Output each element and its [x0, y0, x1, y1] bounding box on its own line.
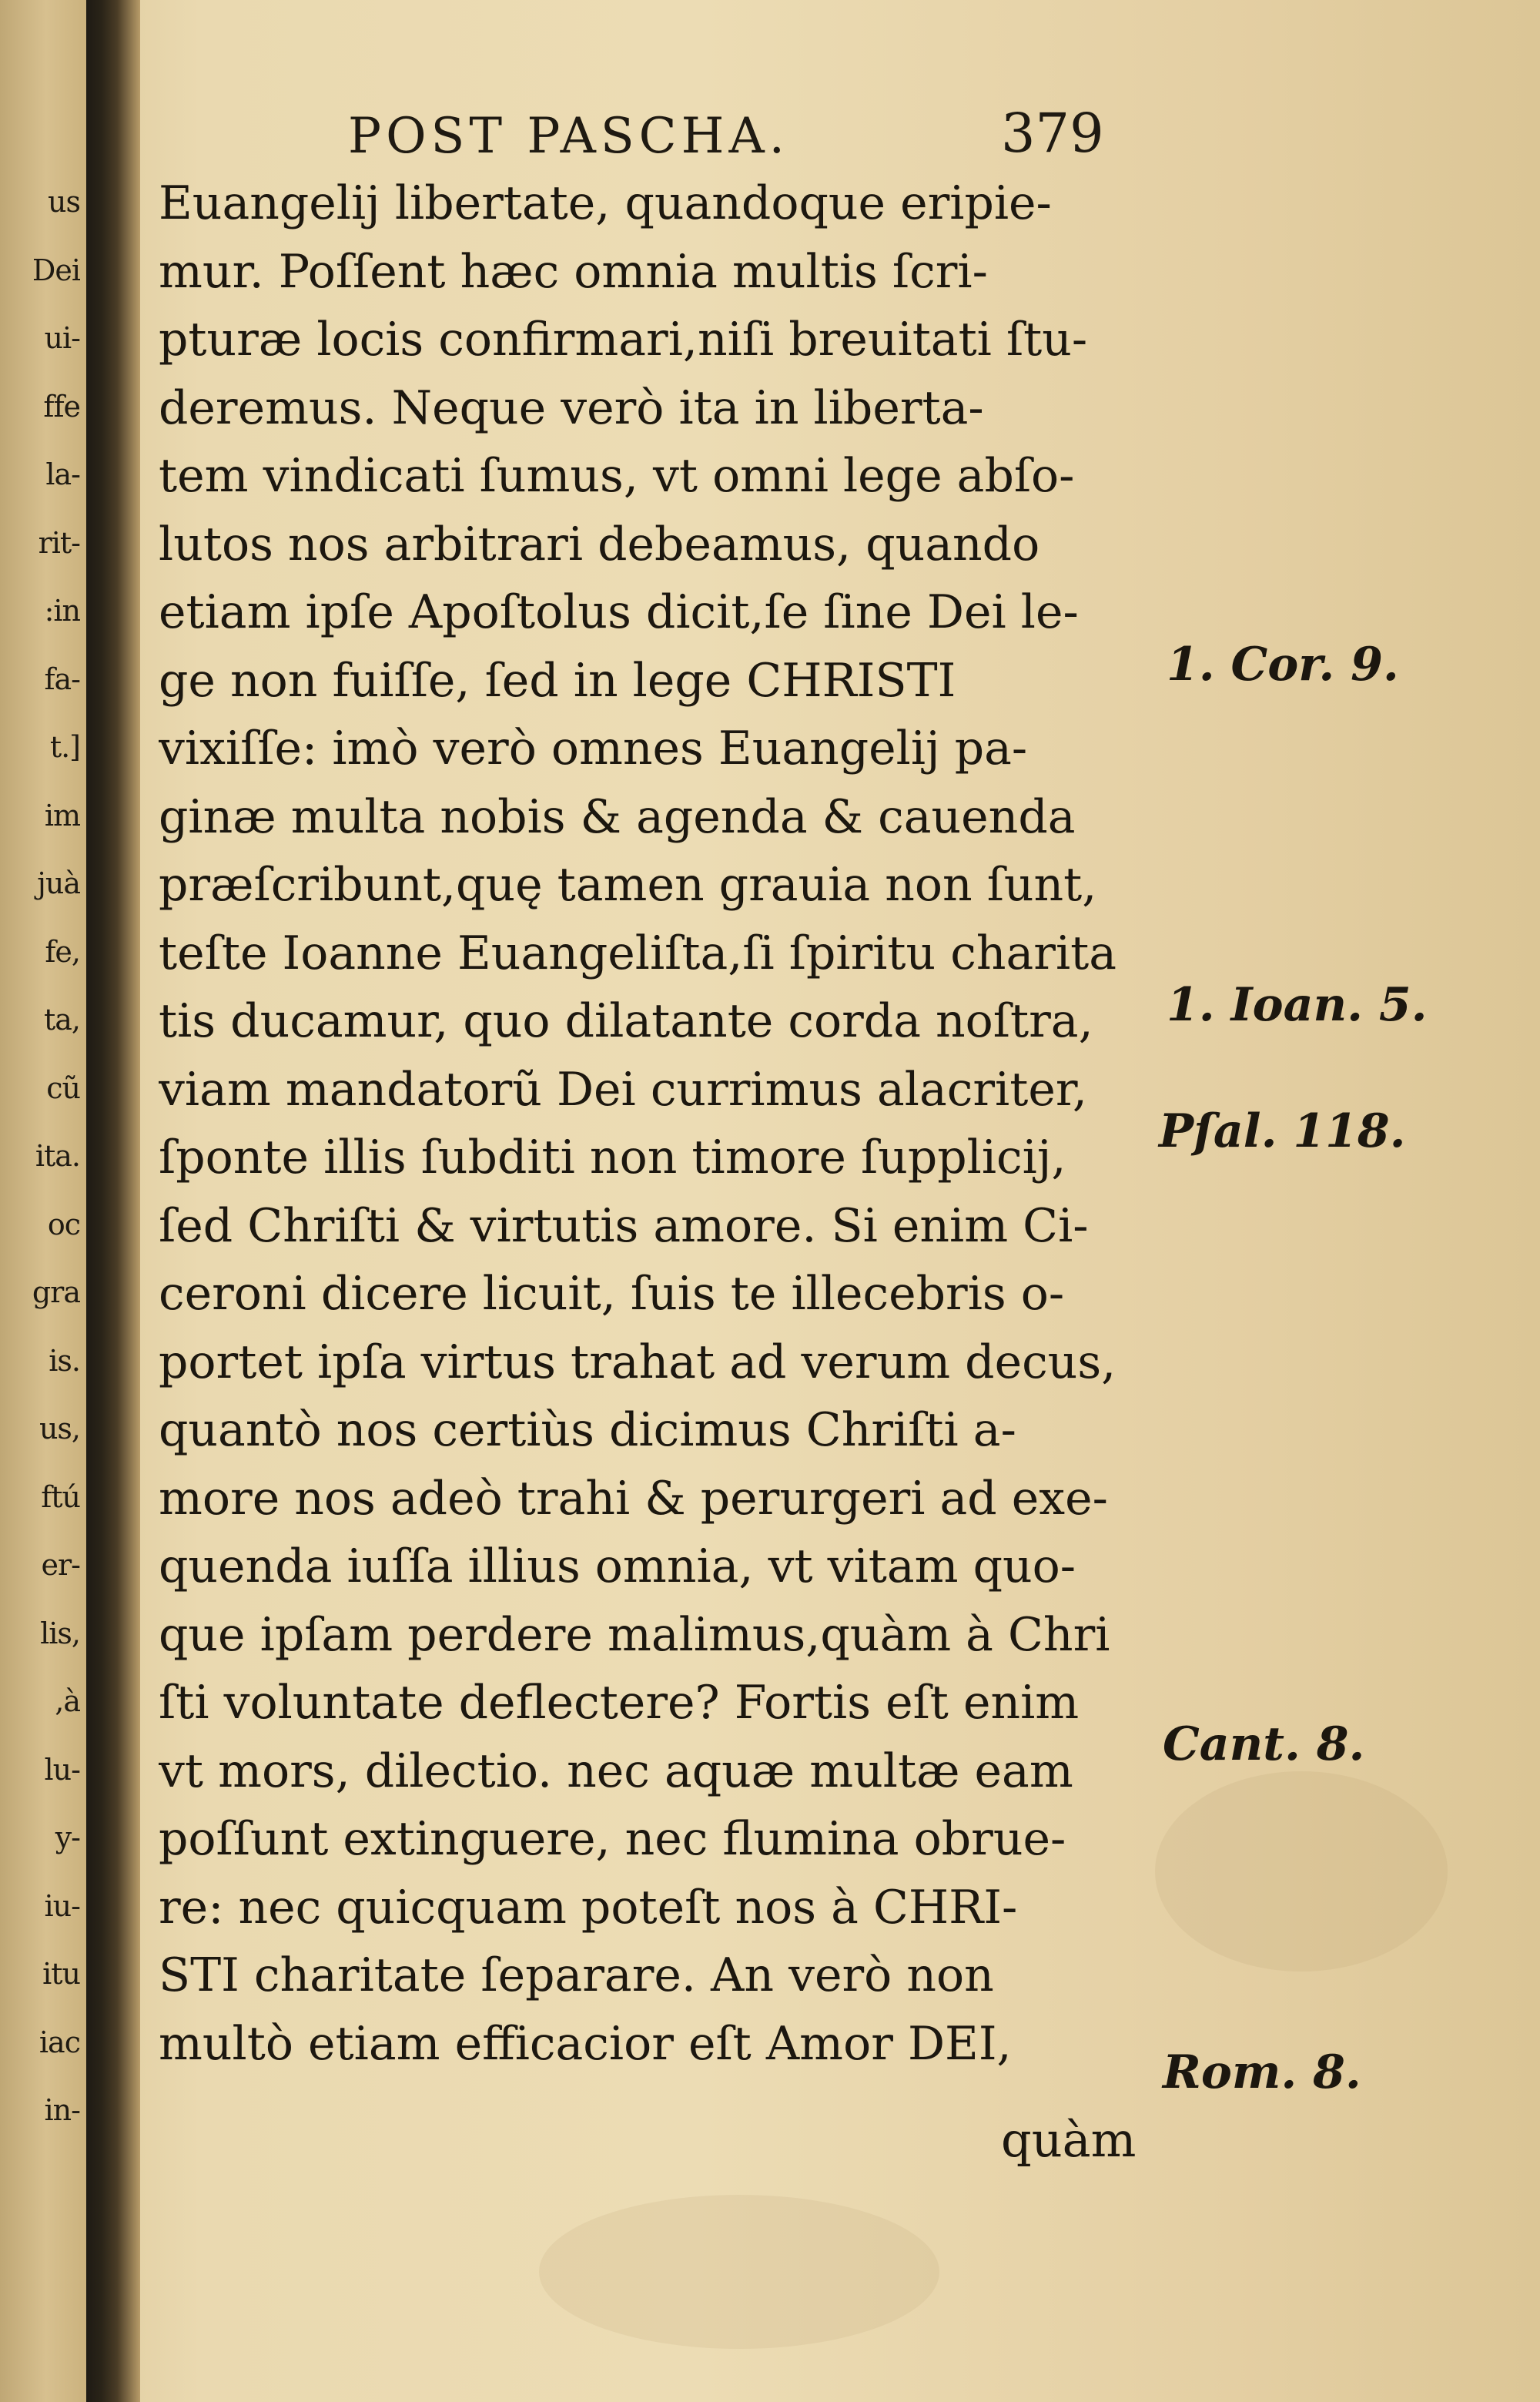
- facing-page-fragment: er-: [41, 1548, 80, 1582]
- facing-page-text-fragments: [0, 168, 80, 2145]
- marginal-note-cant: Cant. 8.: [1163, 1717, 1365, 1771]
- text-line: quenda iuſſa illius omnia, vt vitam quo-: [159, 1539, 1076, 1593]
- facing-page-fragment: itu: [42, 1957, 80, 1991]
- text-line: tis ducamur, quo dilatante corda noſtra,: [159, 994, 1093, 1048]
- text-line: lutos nos arbitrari debeamus, quando: [159, 517, 1040, 571]
- facing-page-fragment: fe,: [45, 934, 80, 969]
- text-line: re: nec quicquam poteſt nos à CHRI-: [159, 1880, 1018, 1935]
- text-line: STI charitate ſeparare. An verò non: [159, 1948, 994, 2002]
- book-gutter: [86, 0, 140, 2402]
- text-line: ſponte illis ſubditi non timore ſupplicij,: [159, 1131, 1066, 1184]
- text-line: etiam ipſe Apoſtolus dicit,ſe ſine Dei le-: [159, 585, 1079, 639]
- facing-page-fragment: juà: [37, 866, 80, 900]
- text-line: portet ipſa virtus trahat ad verum decus,: [159, 1335, 1116, 1389]
- text-line: vixiſſe: imò verò omnes Euangelij pa-: [159, 722, 1028, 776]
- text-line: poſſunt extinguere, nec flumina obrue-: [159, 1812, 1066, 1866]
- paper-stain: [539, 2195, 939, 2349]
- facing-page-fragment: gra: [32, 1275, 80, 1309]
- facing-page-fragment: iac: [38, 2025, 80, 2059]
- facing-page-fragment: oc: [47, 1207, 80, 1241]
- marginal-note-rom: Rom. 8.: [1163, 2045, 1361, 2099]
- facing-page-fragment: ffe: [43, 389, 80, 424]
- text-line: præſcribunt,quę tamen grauia non ſunt,: [159, 858, 1097, 912]
- text-line: more nos adeò trahi & perurgeri ad exe-: [159, 1471, 1108, 1526]
- facing-page-fragment: fa-: [44, 662, 80, 696]
- text-line: ſed Chriſti & virtutis amore. Si enim Ci-: [159, 1198, 1089, 1253]
- facing-page-fragment: iu-: [44, 1888, 80, 1923]
- facing-page-fragment: lu-: [44, 1752, 80, 1787]
- facing-page-fragment: im: [44, 798, 80, 832]
- facing-page-fragment: ta,: [43, 1003, 80, 1037]
- text-line: teſte Ioanne Euangeliſta,ſi ſpiritu charita: [159, 926, 1117, 980]
- facing-page-fragment: ita.: [35, 1139, 80, 1173]
- facing-page-fragment: :in: [44, 594, 80, 628]
- text-line: ceroni dicere licuit, ſuis te illecebris o-: [159, 1267, 1065, 1321]
- marginal-note-cor: 1. Cor. 9.: [1167, 638, 1399, 692]
- text-line: mur. Poſſent hæc omnia multis ſcri-: [159, 244, 988, 299]
- facing-page-fragment: lis,: [40, 1616, 80, 1650]
- marginal-note-psal: Pſal. 118.: [1159, 1104, 1406, 1158]
- facing-page-fragment: cũ: [46, 1070, 80, 1105]
- catchword: quàm: [1001, 2112, 1137, 2168]
- text-line: pturæ locis confirmari,niſi breuitati ſtu-: [159, 313, 1088, 367]
- facing-page-fragment: us,: [38, 1412, 80, 1446]
- facing-page-fragment: la-: [45, 457, 80, 491]
- facing-page-fragment: us: [48, 185, 80, 219]
- text-line: vt mors, dilectio. nec aquæ multæ eam: [159, 1744, 1073, 1798]
- main-text-block: [159, 169, 1152, 2078]
- facing-page-fragment: t.]: [49, 730, 80, 764]
- text-line: Euangelij libertate, quandoque eripie-: [159, 176, 1052, 230]
- running-head: POST PASCHA.: [348, 108, 789, 165]
- text-line: quantò nos certiùs dicimus Chriſti a-: [159, 1403, 1016, 1457]
- facing-page-fragment: ,à: [55, 1684, 80, 1718]
- text-line: deremus. Neque verò ita in liberta-: [159, 380, 984, 435]
- text-line: tem vindicati ſumus, vt omni lege abſo-: [159, 449, 1075, 503]
- facing-page-fragment: is.: [49, 1343, 80, 1378]
- text-line: viam mandatorũ Dei currimus alacriter,: [159, 1062, 1088, 1117]
- facing-page-fragment: ui-: [44, 321, 80, 355]
- text-line: ſti voluntate deflectere? Fortis eſt enim: [159, 1676, 1080, 1730]
- paper-stain: [1155, 1771, 1448, 1972]
- text-line: multò etiam efficacior eſt Amor DEI,: [159, 2016, 1012, 2071]
- text-line: ginæ multa nobis & agenda & cauenda: [159, 789, 1076, 844]
- text-line: que ipſam perdere malimus,quàm à Chri: [159, 1607, 1110, 1662]
- facing-page-fragment: Dei: [32, 253, 80, 287]
- text-line: ge non fuiſſe, ſed in lege CHRISTI: [159, 653, 956, 708]
- facing-page-fragment: rit-: [38, 525, 80, 560]
- facing-page-fragment: y-: [55, 1821, 80, 1854]
- marginal-note-ioan: 1. Ioan. 5.: [1167, 978, 1428, 1032]
- page-header: [154, 102, 1178, 169]
- page-number: 379: [1001, 102, 1104, 165]
- facing-page-fragment: ftú: [41, 1479, 80, 1514]
- facing-page-fragment: in-: [44, 2093, 80, 2127]
